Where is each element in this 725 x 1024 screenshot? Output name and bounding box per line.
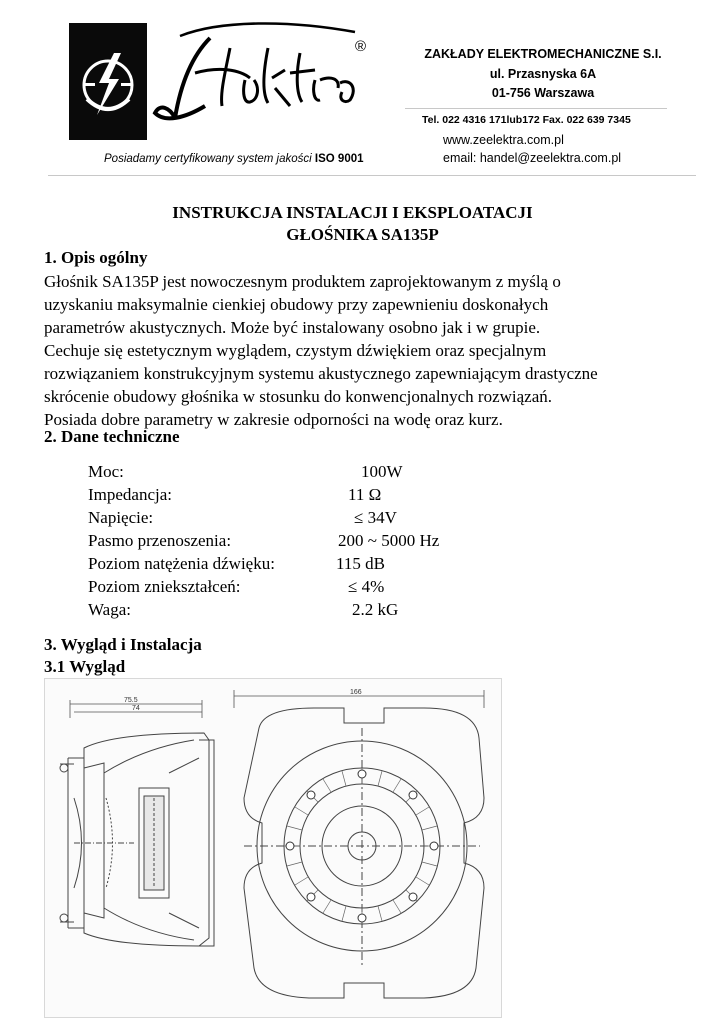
paragraph-line: skrócenie obudowy głośnika w stosunku do konwencjonalnych rozwiązań. [44,387,552,406]
company-website: www.zeelektra.com.pl [443,133,564,147]
section1-heading: 1. Opis ogólny [44,248,148,267]
paragraph-line: parametrów akustycznych. Może być instalowany osobno jak i w grupie. [44,318,541,337]
spec-row-impedance [88,485,508,507]
paragraph-line: Cechuje się estetycznym wyglądem, czystym dźwiękiem oraz specjalnym [44,341,547,360]
company-city: 01-756 Warszawa [491,86,595,100]
section31-heading: 3.1 Wygląd [44,657,126,676]
paragraph-line: uzyskaniu maksymalnie cienkiej obudowy przy zapewnieniu doskonałych [44,295,549,314]
certification-iso: ISO 9001 [314,153,364,165]
spec-row-voltage [88,508,508,530]
spec-label: Napięcie: [88,508,154,527]
registered-trademark-mark: ® [355,38,367,55]
spec-value: ≤ 4% [348,577,385,596]
dimension-label-75-5: 75.5 [124,697,138,704]
certification-text: Posiadamy certyfikowany system jakości [104,153,312,165]
spec-value: ≤ 34V [354,508,397,527]
spec-row-distortion [88,577,508,599]
company-phone-fax: Tel. 022 4316 171lub172 Fax. 022 639 7345 [422,114,631,126]
spec-label: Poziom zniekształceń: [88,577,241,596]
company-name: ZAKŁADY ELEKTROMECHANICZNE S.I. [424,47,662,61]
spec-value: 115 dB [336,554,385,573]
section2-heading: 2. Dane techniczne [44,427,180,446]
spec-row-power [88,462,508,484]
header-divider [405,108,667,109]
spec-label: Moc: [88,462,124,481]
paragraph-line: rozwiązaniem konstrukcyjnym systemu akustycznego zapewniającym drastyczne [44,364,598,383]
spec-value: 100W [361,462,403,481]
speaker-drawing-svg [44,678,502,1018]
document-title-line2: GŁOŚNIKA SA135P [286,225,439,244]
spec-row-weight [88,600,508,622]
spec-value: 2.2 kG [352,600,399,619]
section1-paragraph [44,270,704,431]
lightning-emblem-icon [69,23,147,140]
spec-label: Pasmo przenoszenia: [88,531,232,550]
company-street: ul. Przasnyska 6A [489,67,597,81]
speaker-technical-drawing [44,678,502,1018]
spec-row-sound-level [88,554,508,576]
spec-row-frequency-range [88,531,508,553]
elektra-logo-wordmark [150,18,365,128]
spec-label: Impedancja: [88,485,173,504]
spec-value: 200 ~ 5000 Hz [338,531,440,550]
dimension-label-74: 74 [132,705,140,712]
company-logo-emblem [69,23,147,140]
spec-label: Poziom natężenia dźwięku: [88,554,275,573]
paragraph-line: Posiada dobre parametry w zakresie odporności na wodę oraz kurz. [44,410,503,429]
section3-heading: 3. Wygląd i Instalacja [44,635,202,654]
document-title-line1: INSTRUKCJA INSTALACJI I EKSPLOATACJI [172,203,533,222]
header-bottom-divider [48,175,696,176]
certification-note [104,153,364,165]
dimension-label-166: 166 [350,689,362,696]
spec-label: Waga: [88,600,131,619]
paragraph-line: Głośnik SA135P jest nowoczesnym produktem zaprojektowanym z myślą o [44,272,561,291]
company-email: email: handel@zeelektra.com.pl [443,151,622,165]
spec-value: 11 Ω [348,485,382,504]
